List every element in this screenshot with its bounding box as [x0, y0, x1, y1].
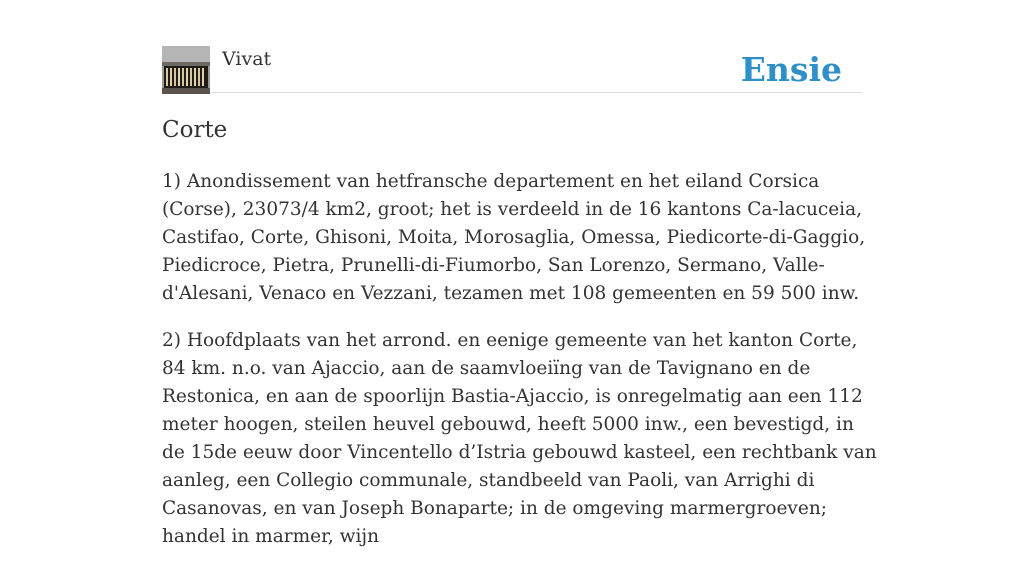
article-body	[162, 168, 882, 570]
paragraph-1: 1) Anondissement van hetfransche departement en het eiland Corsica (Corse), 23073/4 km2, groot; het is verdeeld in de 16 kantons Ca-lacuceia, Castifao, Corte, Ghisoni, Moita, Morosaglia, Omessa, Piedicorte-di-Gaggio, Piedicroce, Pietra, Prunelli-di-Fiumorbo, San Lorenzo, Sermano, Valle-d'Alesani, Venaco en Vezzani, tezamen met 108 gemeenten en 59 500 inw.	[162, 171, 866, 304]
page-title: Corte	[162, 117, 228, 143]
header	[162, 46, 862, 93]
avatar[interactable]	[162, 46, 210, 94]
avatar-image	[162, 46, 210, 94]
brand-logo[interactable]: Ensie	[740, 50, 842, 89]
paragraph-2: 2) Hoofdplaats van het arrond. en eenige gemeente van het kanton Corte, 84 km. n.o. van Ajaccio, aan de saamvloeiïng van de Tavignano en de Restonica, en aan de spoorlijn Bastia-Ajaccio, is onregelmatig aan een 112 meter hoogen, steilen heuvel gebouwd, heeft 5000 inw., een bevestigd, in de 15de eeuw door Vincentello d’Istria gebouwd kasteel, een rechtbank van aanleg, een Collegio communale, standbeeld van Paoli, van Arrighi di Casanovas, en van Joseph Bonaparte; in de omgeving marmergroeven; handel in marmer, wijn	[162, 330, 877, 547]
author-name[interactable]: Vivat	[222, 48, 272, 70]
